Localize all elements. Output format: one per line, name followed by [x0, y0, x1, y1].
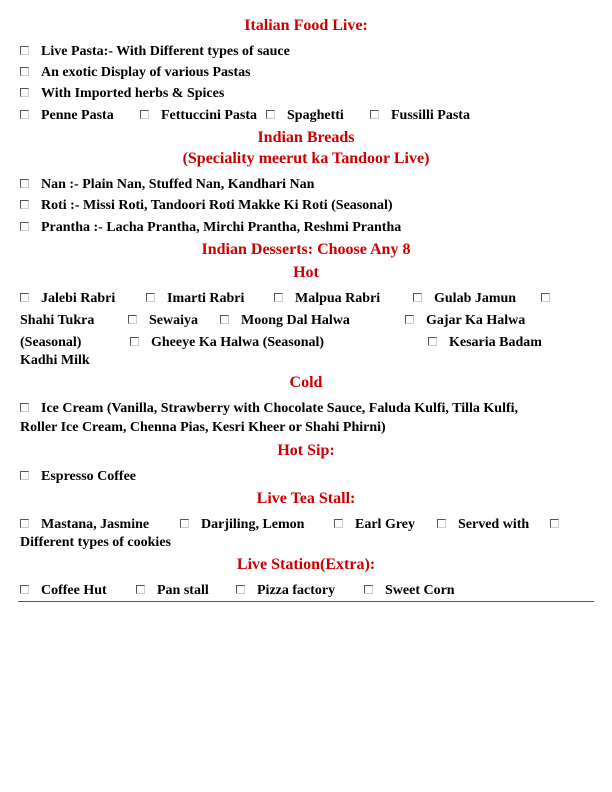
item-pasta-display: An exotic Display of various Pastas — [41, 65, 251, 80]
option-imarti: Imarti Rabri — [167, 291, 245, 306]
option-gajar-seasonal: (Seasonal) — [20, 335, 82, 350]
menu-line — [20, 176, 314, 194]
checkbox-icon[interactable] — [364, 585, 373, 594]
menu-line — [20, 400, 518, 418]
option-pizza: Pizza factory — [257, 583, 336, 598]
desserts-heading: Indian Desserts: Choose Any 8 — [201, 241, 411, 258]
item-live-pasta: Live Pasta:- With Different types of sauce — [41, 44, 290, 59]
menu-line — [20, 534, 171, 552]
pasta-options-row — [20, 107, 470, 125]
checkbox-icon[interactable] — [130, 337, 139, 346]
checkbox-icon[interactable] — [413, 293, 422, 302]
checkbox-icon[interactable] — [370, 110, 379, 119]
divider — [18, 601, 594, 602]
item-prantha: Prantha :- Lacha Prantha, Mirchi Prantha, Reshmi Prantha — [41, 220, 402, 235]
option-darjiling: Darjiling, Lemon — [201, 517, 305, 532]
checkbox-icon[interactable] — [550, 519, 559, 528]
checkbox-icon[interactable] — [140, 110, 149, 119]
checkbox-icon[interactable] — [20, 293, 29, 302]
menu-line — [20, 64, 251, 82]
checkbox-icon[interactable] — [146, 293, 155, 302]
italian-heading: Italian Food Live: — [244, 17, 368, 34]
checkbox-icon[interactable] — [274, 293, 283, 302]
checkbox-icon[interactable] — [236, 585, 245, 594]
live-station-heading: Live Station(Extra): — [236, 556, 376, 573]
menu-line — [20, 419, 386, 437]
cold-heading: Cold — [289, 374, 323, 391]
item-cookies: Different types of cookies — [20, 535, 171, 550]
checkbox-icon[interactable] — [20, 403, 29, 412]
checkbox-icon[interactable] — [220, 315, 229, 324]
option-pan-stall: Pan stall — [157, 583, 209, 598]
checkbox-icon[interactable] — [20, 46, 29, 55]
breads-heading: Indian Breads — [257, 129, 355, 146]
option-gajar: Gajar Ka Halwa — [426, 313, 526, 328]
checkbox-icon[interactable] — [20, 67, 29, 76]
option-sewaiya: Sewaiya — [149, 313, 198, 328]
desserts-row — [20, 312, 525, 330]
checkbox-icon[interactable] — [180, 519, 189, 528]
checkbox-icon[interactable] — [437, 519, 446, 528]
checkbox-icon[interactable] — [20, 471, 29, 480]
tea-heading: Live Tea Stall: — [256, 490, 356, 507]
checkbox-icon[interactable] — [128, 315, 137, 324]
item-nan: Nan :- Plain Nan, Stuffed Nan, Kandhari Nan — [41, 177, 315, 192]
item-herbs: With Imported herbs & Spices — [41, 86, 225, 101]
option-sweet-corn: Sweet Corn — [385, 583, 455, 598]
item-roti: Roti :- Missi Roti, Tandoori Roti Makke Ki Roti (Seasonal) — [41, 198, 393, 213]
checkbox-icon[interactable] — [136, 585, 145, 594]
option-earl: Earl Grey — [355, 517, 416, 532]
checkbox-icon[interactable] — [266, 110, 275, 119]
option-malpua: Malpua Rabri — [295, 291, 381, 306]
option-mastana: Mastana, Jasmine — [41, 517, 150, 532]
option-served: Served with — [458, 517, 530, 532]
checkbox-icon[interactable] — [541, 293, 550, 302]
live-station-row — [20, 582, 455, 600]
menu-line — [20, 468, 136, 486]
checkbox-icon[interactable] — [20, 585, 29, 594]
item-espresso: Espresso Coffee — [41, 469, 137, 484]
checkbox-icon[interactable] — [20, 88, 29, 97]
option-jalebi: Jalebi Rabri — [41, 291, 116, 306]
option-kesaria: Kesaria Badam — [449, 335, 542, 350]
menu-line — [20, 197, 393, 215]
menu-line — [20, 219, 401, 237]
menu-line — [20, 85, 224, 103]
checkbox-icon[interactable] — [20, 200, 29, 209]
option-fettuccini: Fettuccini Pasta — [161, 108, 258, 123]
option-gheeye: Gheeye Ka Halwa (Seasonal) — [151, 335, 325, 350]
tea-row — [20, 516, 571, 534]
option-fussilli: Fussilli Pasta — [391, 108, 470, 123]
desserts-row — [20, 352, 90, 370]
hot-heading: Hot — [293, 264, 319, 281]
checkbox-icon[interactable] — [20, 179, 29, 188]
desserts-row — [20, 334, 542, 352]
option-spaghetti: Spaghetti — [287, 108, 344, 123]
checkbox-icon[interactable] — [428, 337, 437, 346]
item-icecream-cont: Roller Ice Cream, Chenna Pias, Kesri Kheer or Shahi Phirni) — [20, 420, 386, 435]
checkbox-icon[interactable] — [20, 222, 29, 231]
checkbox-icon[interactable] — [405, 315, 414, 324]
breads-subheading: (Speciality meerut ka Tandoor Live) — [182, 150, 430, 167]
menu-line — [20, 43, 290, 61]
checkbox-icon[interactable] — [334, 519, 343, 528]
checkbox-icon[interactable] — [20, 519, 29, 528]
option-penne: Penne Pasta — [41, 108, 114, 123]
option-coffee-hut: Coffee Hut — [41, 583, 107, 598]
option-shahi: Shahi Tukra — [20, 313, 95, 328]
option-kesaria-cont: Kadhi Milk — [20, 353, 90, 368]
option-moong: Moong Dal Halwa — [241, 313, 350, 328]
checkbox-icon[interactable] — [20, 110, 29, 119]
desserts-row — [20, 290, 562, 308]
option-gulab: Gulab Jamun — [434, 291, 517, 306]
hot-sip-heading: Hot Sip: — [277, 442, 335, 459]
item-icecream: Ice Cream (Vanilla, Strawberry with Chocolate Sauce, Faluda Kulfi, Tilla Kulfi, — [41, 401, 519, 416]
